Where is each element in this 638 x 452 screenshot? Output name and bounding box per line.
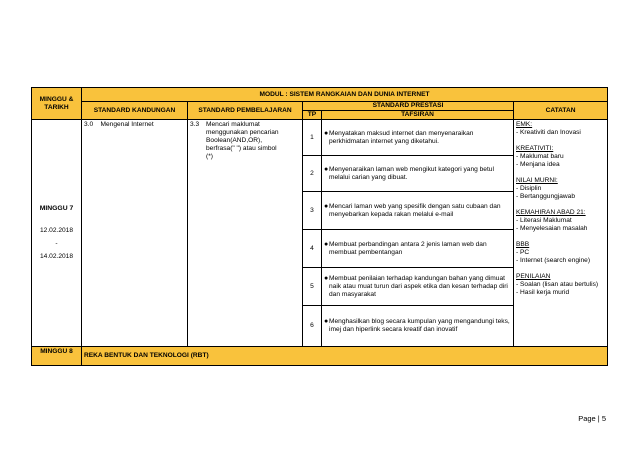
bullet-icon: ● bbox=[324, 274, 329, 282]
tafsiran-cell bbox=[322, 156, 514, 192]
tp-cell: 3 bbox=[303, 192, 322, 230]
tp-cell: 1 bbox=[303, 120, 322, 156]
tp-cell: 6 bbox=[303, 306, 322, 347]
date-start: 12.02.2018 bbox=[39, 227, 73, 234]
standard-pembelajaran-header: STANDARD PEMBELAJARAN bbox=[188, 102, 303, 120]
catatan-cell bbox=[514, 120, 608, 347]
tafsiran-text: Menyatakan maksud internet dan menyenaraikan perkhidmatan internet yang diketahui. bbox=[329, 129, 474, 145]
bullet-icon: ● bbox=[324, 202, 329, 210]
tp-cell: 5 bbox=[303, 268, 322, 306]
catatan-item: - Bertanggungjawab bbox=[516, 193, 576, 200]
tafsiran-cell bbox=[322, 192, 514, 230]
bullet-icon: ● bbox=[324, 318, 329, 325]
date-separator: - bbox=[55, 240, 58, 247]
bullet-icon: ● bbox=[324, 165, 329, 173]
catatan-header: CATATAN bbox=[514, 102, 608, 120]
pembelajaran-number: 3.3 bbox=[190, 121, 200, 128]
tafsiran-cell bbox=[322, 230, 514, 268]
catatan-item: - Maklumat baru bbox=[516, 153, 564, 160]
bullet-icon: ● bbox=[324, 129, 329, 137]
pembelajaran-text: Mencari maklumat menggunakan pencarian Boolean(AND,OR), berfrasa(" ") atau simbol (*) bbox=[206, 121, 279, 160]
standard-prestasi-header: STANDARD PRESTASI bbox=[303, 102, 514, 111]
tp-header: TP bbox=[303, 111, 322, 120]
catatan-heading: NILAI MURNI: bbox=[516, 177, 558, 184]
tafsiran-cell bbox=[322, 306, 514, 347]
catatan-item: - Internet (search engine) bbox=[516, 257, 591, 264]
catatan-item: - Hasil kerja murid bbox=[516, 289, 570, 296]
standard-pembelajaran-cell bbox=[188, 120, 303, 347]
catatan-item: - PC bbox=[516, 249, 530, 256]
standard-kandungan-text: 3.0 Mengenal Internet bbox=[84, 121, 154, 128]
catatan-item: - Soalan (lisan atau bertulis) bbox=[516, 281, 599, 288]
catatan-item: - Menjana idea bbox=[516, 161, 560, 168]
tp-cell: 2 bbox=[303, 156, 322, 192]
lesson-plan-table bbox=[31, 87, 608, 366]
module-title: MODUL : SISTEM RANGKAIAN DAN DUNIA INTERNET bbox=[82, 88, 608, 102]
catatan-heading: PENILAIAN bbox=[516, 273, 551, 280]
catatan-heading: EMK: bbox=[516, 121, 533, 128]
standard-kandungan-header: STANDARD KANDUNGAN bbox=[82, 102, 188, 120]
catatan-heading: KEMAHIRAN ABAD 21: bbox=[516, 209, 586, 216]
week-cell bbox=[32, 120, 82, 347]
tafsiran-cell bbox=[322, 268, 514, 306]
catatan-item: - Literasi Maklumat bbox=[516, 217, 572, 224]
week-8-topic: REKA BENTUK DAN TEKNOLOGI (RBT) bbox=[82, 347, 608, 366]
catatan-item: - Menyelesaian masalah bbox=[516, 225, 588, 232]
catatan-item: - Kreativiti dan Inovasi bbox=[516, 129, 581, 136]
tafsiran-cell bbox=[322, 120, 514, 156]
week-8-label: MINGGU 8 bbox=[32, 347, 82, 366]
catatan-item: - Disiplin bbox=[516, 185, 542, 192]
tafsiran-text: Mencari laman web yang spesifik dengan satu cubaan dan menyebarkan kepada rakan melalui e-mail bbox=[329, 202, 501, 218]
date-end: 14.02.2018 bbox=[39, 253, 73, 260]
minggu-tarikh-header: MINGGU & TARIKH bbox=[32, 88, 82, 120]
catatan-heading: KREATIVITI: bbox=[516, 145, 554, 152]
bullet-icon: ● bbox=[324, 240, 329, 248]
catatan-heading: BBB bbox=[516, 241, 530, 248]
tafsiran-text: Menyenaraikan laman web mengikut kategori yang betul melalui carian yang dibuat. bbox=[329, 165, 494, 181]
standard-kandungan-cell bbox=[82, 120, 188, 347]
page-number: Page | 5 bbox=[578, 414, 606, 423]
tafsiran-text: Membuat perbandingan antara 2 jenis laman web dan membuat pembentangan bbox=[329, 240, 487, 256]
tafsiran-text: Membuat penilaian terhadap kandungan bahan yang dimuat naik atau muat turun dari aspek etika dan kesan terhadap diri dan masyarakat bbox=[329, 274, 508, 298]
week-label: MINGGU 7 bbox=[39, 205, 74, 212]
tafsiran-text: Menghasilkan blog secara kumpulan yang mengandungi teks, imej dan hiperlink secara kreatif dan inovatif bbox=[329, 318, 510, 333]
tafsiran-header: TAFSIRAN bbox=[322, 111, 514, 120]
tp-cell: 4 bbox=[303, 230, 322, 268]
